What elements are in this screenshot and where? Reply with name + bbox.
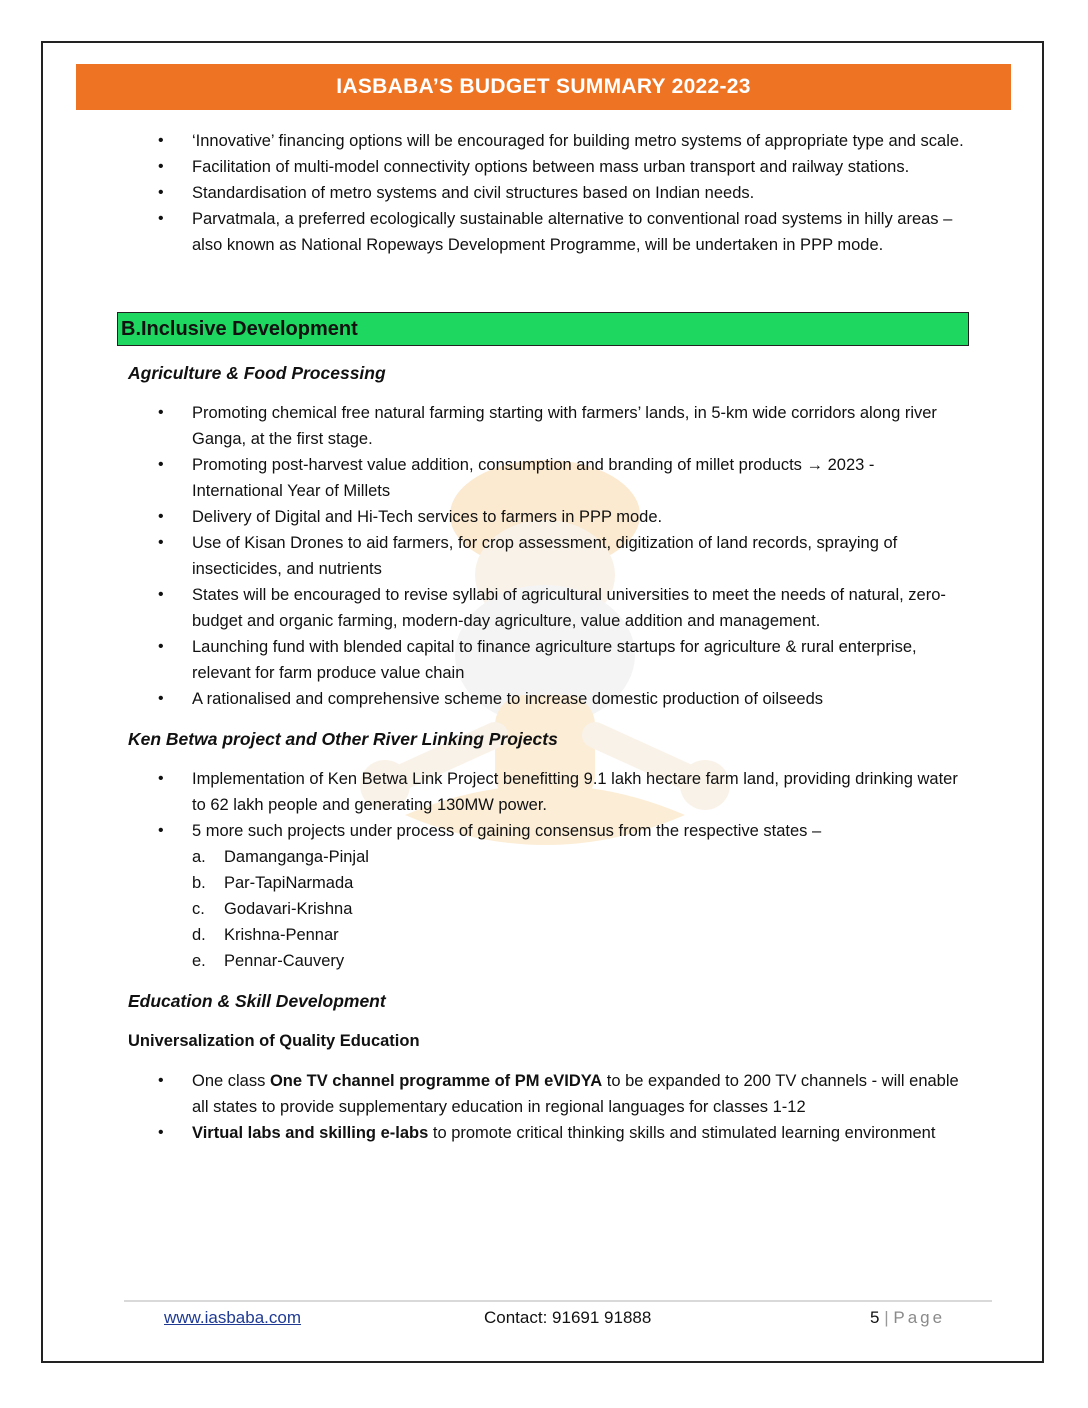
list-marker: d. xyxy=(192,926,206,944)
contact-info: Contact: 91691 91888 xyxy=(484,1308,652,1327)
list-item: • Promoting post-harvest value addition, consumption and branding of millet products → 2023 - International Year of Millets xyxy=(128,452,968,504)
emphasis-text: One TV channel programme of PM eVIDYA xyxy=(269,1072,603,1090)
project-name: Godavari-Krishna xyxy=(224,900,353,918)
list-item: • Delivery of Digital and Hi-Tech services to farmers in PPP mode. xyxy=(128,504,968,530)
list-item: • States will be encouraged to revise syllabi of agricultural universities to meet the needs of natural, zero-budget and organic farming, modern-day agriculture, value addition and management. xyxy=(128,582,968,634)
list-item: • Parvatmala, a preferred ecologically sustainable alternative to conventional road systems in hilly areas – also known as National Ropeways Development Programme, will be undertaken in PPP mode. xyxy=(128,206,968,258)
agriculture-bullet-list xyxy=(128,400,968,712)
list-item: • Launching fund with blended capital to finance agriculture startups for agriculture & rural enterprise, relevant for farm produce value chain xyxy=(128,634,968,686)
project-name: Damanganga-Pinjal xyxy=(224,848,369,866)
header-title: IASBABA’S BUDGET SUMMARY 2022-23 xyxy=(336,75,751,98)
list-item xyxy=(128,896,968,922)
emphasis-text: Virtual labs and skilling e-labs xyxy=(192,1124,429,1142)
page-label: Page xyxy=(893,1308,946,1327)
list-marker: e. xyxy=(192,952,206,970)
list-item xyxy=(128,844,968,870)
list-item: • A rationalised and comprehensive scheme to increase domestic production of oilseeds xyxy=(128,686,968,712)
project-name: Par-TapiNarmada xyxy=(224,874,354,892)
list-marker: c. xyxy=(192,900,205,918)
list-item: • Use of Kisan Drones to aid farmers, for crop assessment, digitization of land records, spraying of insecticides, and nutrients xyxy=(128,530,968,582)
page-number-value: 5 xyxy=(870,1308,880,1327)
page-number xyxy=(870,1305,945,1331)
project-name: Pennar-Cauvery xyxy=(224,952,345,970)
intro-bullet-list xyxy=(128,128,968,258)
list-item xyxy=(128,948,968,974)
agriculture-heading: Agriculture & Food Processing xyxy=(128,363,386,383)
footer-divider xyxy=(124,1300,992,1302)
education-heading: Education & Skill Development xyxy=(128,991,386,1011)
river-projects-list xyxy=(128,844,968,974)
list-item: • ‘Innovative’ financing options will be encouraged for building metro systems of appropriate type and scale. xyxy=(128,128,968,154)
website-link[interactable]: www.iasbaba.com xyxy=(164,1308,302,1327)
list-marker: b. xyxy=(192,874,206,892)
list-item xyxy=(128,870,968,896)
project-name: Krishna-Pennar xyxy=(224,926,339,944)
section-b-title: B.Inclusive Development xyxy=(121,318,358,340)
river-linking-heading: Ken Betwa project and Other River Linking Projects xyxy=(128,729,558,749)
list-item: • Implementation of Ken Betwa Link Project benefitting 9.1 lakh hectare farm land, providing drinking water to 62 lakh people and generating 130MW power. xyxy=(128,766,968,818)
river-linking-bullet-list xyxy=(128,766,968,844)
section-b-heading xyxy=(117,312,969,346)
list-item: • Promoting chemical free natural farming starting with farmers’ lands, in 5-km wide corridors along river Ganga, at the first stage. xyxy=(128,400,968,452)
list-item: • Standardisation of metro systems and civil structures based on Indian needs. xyxy=(128,180,968,206)
page-content xyxy=(121,128,968,1146)
list-marker: a. xyxy=(192,848,206,866)
document-header xyxy=(76,64,1011,110)
list-item: • 5 more such projects under process of gaining consensus from the respective states – xyxy=(128,818,968,844)
list-item: • Facilitation of multi-model connectivity options between mass urban transport and railway stations. xyxy=(128,154,968,180)
list-item: • Virtual labs and skilling e-labs to promote critical thinking skills and stimulated learning environment xyxy=(128,1120,968,1146)
list-item: • One class One TV channel programme of PM eVIDYA to be expanded to 200 TV channels - will enable all states to provide supplementary education in regional languages for classes 1-12 xyxy=(128,1068,968,1120)
list-item xyxy=(128,922,968,948)
page-separator: | xyxy=(884,1308,889,1327)
education-subheading: Universalization of Quality Education xyxy=(128,1032,420,1050)
education-bullet-list xyxy=(128,1068,968,1146)
